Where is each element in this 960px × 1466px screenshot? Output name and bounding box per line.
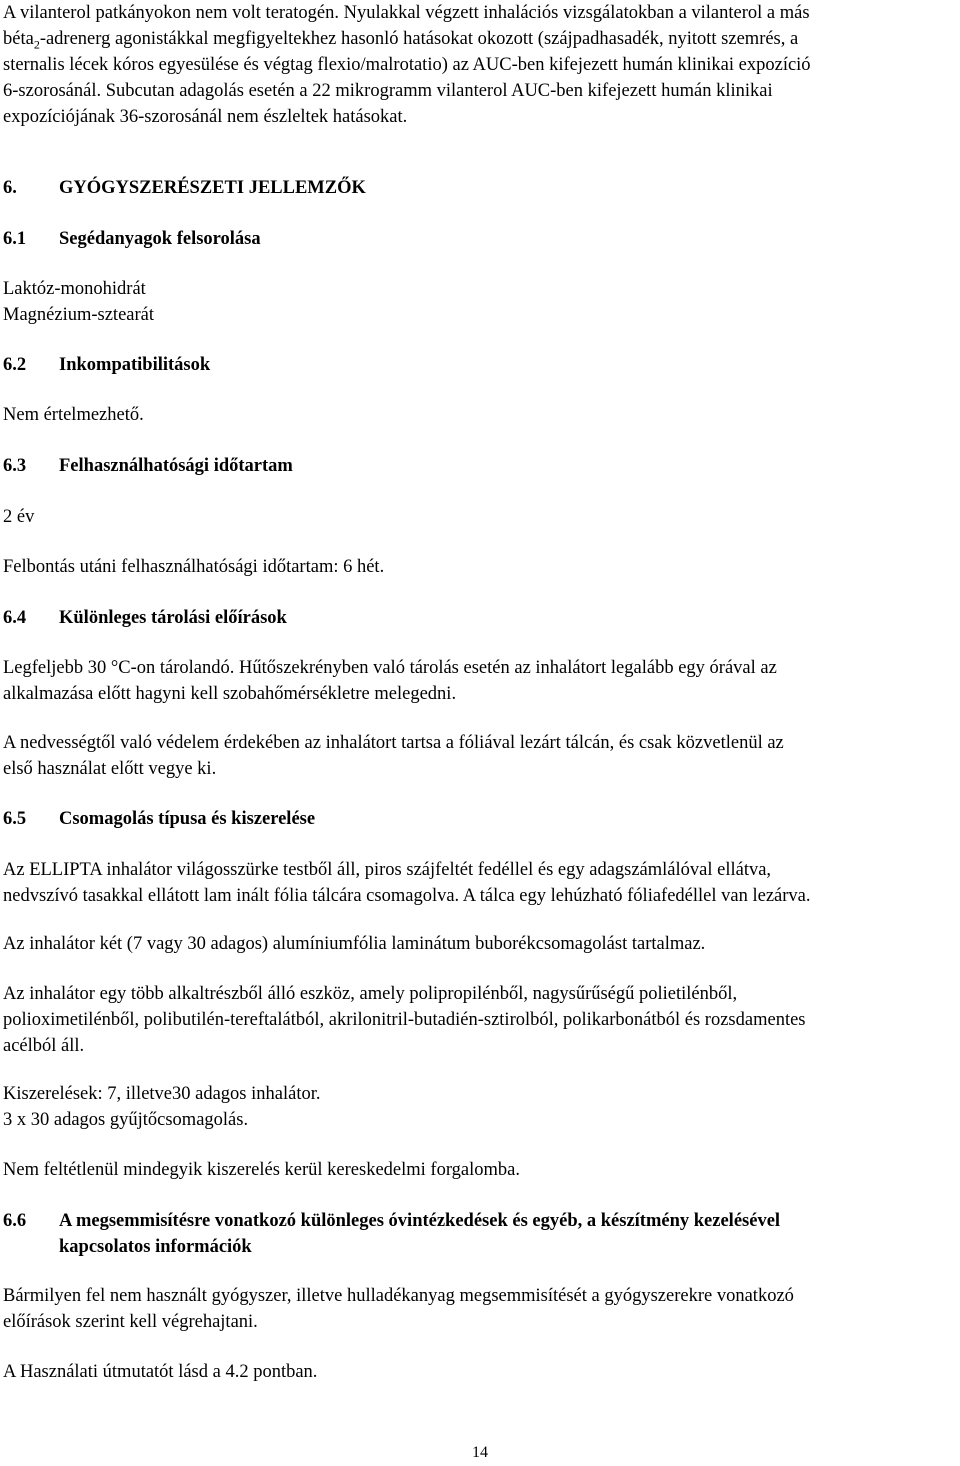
- text-line: 6-szorosánál. Subcutan adagolás esetén a 22 mikrogramm vilanterol AUC-ben kifejezett humán klinikai: [3, 81, 773, 101]
- text-line: Kiszerelések: 7, illetve30 adagos inhalátor.: [3, 1084, 321, 1104]
- title-line: kapcsolatos információk: [59, 1237, 252, 1257]
- section-6-5-heading: [3, 806, 958, 832]
- section-title: Inkompatibilitások: [59, 355, 211, 375]
- text-line: acélból áll.: [3, 1036, 85, 1056]
- paragraph: [3, 655, 958, 707]
- section-number: 6.: [3, 178, 17, 198]
- paragraph: [3, 981, 958, 1059]
- text-line: A Használati útmutatót lásd a 4.2 pontban.: [3, 1362, 318, 1382]
- intro-paragraph: [3, 0, 958, 130]
- text-line: sternalis lécek kóros egyesülése és végtag flexio/malrotatio) az AUC-ben kifejezett humán klinikai expozíció: [3, 55, 811, 75]
- section-number: 6.4: [3, 608, 27, 628]
- paragraph: [3, 730, 958, 782]
- paragraph: [3, 1157, 958, 1183]
- paragraph: 2 év: [3, 507, 35, 527]
- section-6-2-heading: [3, 352, 958, 378]
- subscript: 2: [33, 37, 40, 52]
- excipient-list: [3, 276, 958, 328]
- text-line: Az inhalátor két (7 vagy 30 adagos) alumíniumfólia laminátum buborékcsomagolást tartalmaz.: [3, 934, 706, 954]
- text-line: első használat előtt vegye ki.: [3, 759, 217, 779]
- text-line: előírások szerint kell végrehajtani.: [3, 1312, 258, 1332]
- paragraph: [3, 931, 958, 957]
- paragraph: [3, 1283, 958, 1335]
- text-line: 3 x 30 adagos gyűjtőcsomagolás.: [3, 1110, 249, 1130]
- paragraph: [3, 857, 958, 909]
- title-line: A megsemmisítésre vonatkozó különleges óvintézkedések és egyéb, a készítmény kezelésével: [59, 1211, 781, 1231]
- section-title: Különleges tárolási előírások: [59, 608, 287, 628]
- text-line: Legfeljebb 30 °C-on tárolandó. Hűtőszekrényben való tárolás esetén az inhalátort legalább egy órával az: [3, 658, 777, 678]
- paragraph: [3, 1081, 958, 1133]
- section-6-1-heading: [3, 226, 958, 252]
- text-line: Bármilyen fel nem használt gyógyszer, illetve hulladékanyag megsemmisítését a gyógyszerekre vonatkozó: [3, 1286, 794, 1306]
- text-line: polioximetilénből, polibutilén-tereftalátból, akrilonitril-butadién-sztirolból, polikarbonátból és rozsdamentes: [3, 1010, 806, 1030]
- text-line: nedvszívó tasakkal ellátott lam inált fólia tálcára csomagolva. A tálca egy lehúzható fóliafedéllel van lezárva.: [3, 886, 811, 906]
- section-number: 6.3: [3, 456, 27, 476]
- list-item: Magnézium-sztearát: [3, 305, 155, 325]
- text-line: alkalmazása előtt hagyni kell szobahőmérsékletre melegedni.: [3, 684, 457, 704]
- section-title: Csomagolás típusa és kiszerelése: [59, 809, 316, 829]
- paragraph: Nem értelmezhető.: [3, 405, 144, 425]
- section-6-heading: [3, 175, 958, 201]
- section-number: 6.6: [3, 1211, 27, 1231]
- list-item: Laktóz-monohidrát: [3, 279, 146, 299]
- section-title: GYÓGYSZERÉSZETI JELLEMZŐK: [59, 178, 366, 198]
- section-6-3-heading: [3, 453, 958, 479]
- text-line: expozíciójának 36-szorosánál nem észleltek hatásokat.: [3, 107, 408, 127]
- page-number: 14: [472, 1444, 488, 1461]
- section-number: 6.1: [3, 229, 27, 249]
- section-title: Felhasználhatósági időtartam: [59, 456, 293, 476]
- section-number: 6.5: [3, 809, 27, 829]
- section-6-6-heading: [3, 1208, 958, 1260]
- text-line: Nem feltétlenül mindegyik kiszerelés kerül kereskedelmi forgalomba.: [3, 1160, 520, 1180]
- text-line: béta$_2$-adrenerg agonistákkal megfigyeltekhez hasonló hatásokat okozott (szájpadhasadék, nyitott szemrés, a: [3, 29, 799, 52]
- text-line: A vilanterol patkányokon nem volt teratogén. Nyulakkal végzett inhalációs vizsgálatokban a vilanterol a más: [3, 3, 810, 23]
- section-number: 6.2: [3, 355, 27, 375]
- paragraph: [3, 1359, 958, 1385]
- text-line: Az inhalátor egy több alkaltrészből álló eszköz, amely polipropilénből, nagysűrűségű polietilénből,: [3, 984, 738, 1004]
- text-line: A nedvességtől való védelem érdekében az inhalátort tartsa a fóliával lezárt tálcán, és csak közvetlenül az: [3, 733, 784, 753]
- section-6-4-heading: [3, 605, 958, 631]
- section-title: Segédanyagok felsorolása: [59, 229, 261, 249]
- paragraph: Felbontás utáni felhasználhatósági időtartam: 6 hét.: [3, 557, 385, 577]
- text-line: Az ELLIPTA inhalátor világosszürke testből áll, piros szájfeltét fedéllel és egy adagszámlálóval ellátva,: [3, 860, 772, 880]
- section-title: [59, 1208, 958, 1260]
